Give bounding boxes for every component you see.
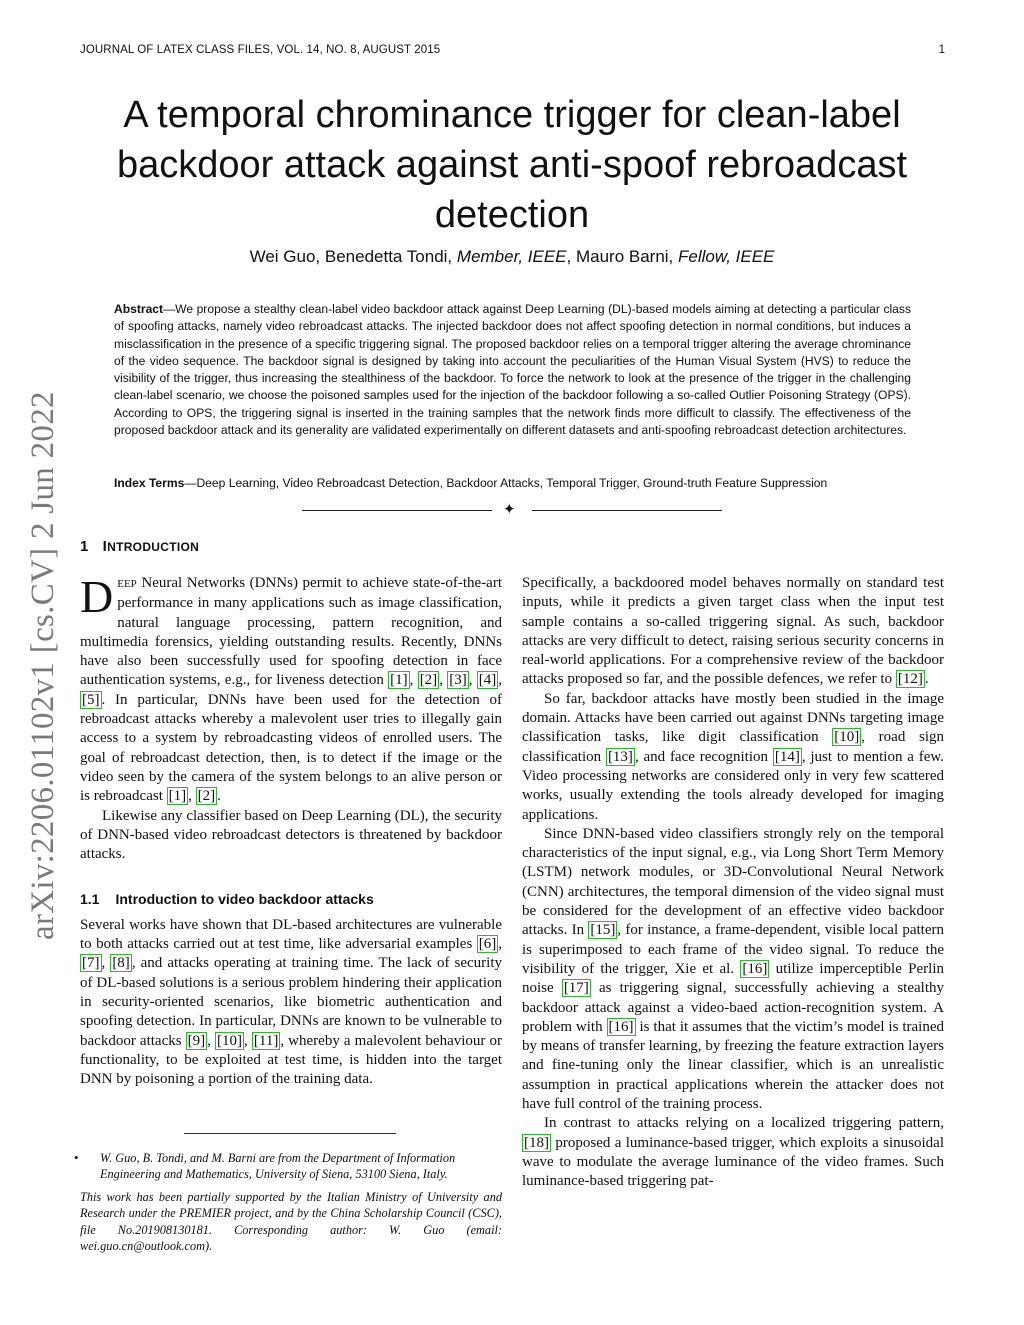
intro-paragraph-1: DEEP Neural Networks (DNNs) permit to achieve state-of-the-art performance in many applications such as image classification, natural language processing, pattern recognition, and multimedia forensics, yielding outstanding results. Recently, DNNs have also been successfully used for spoofing detection in face authentication systems, e.g., for liveness detection [1] , [2] , [3] , [4] , [5] . In particular, DNNs have been used for the detection of rebroadcast attacks whereby a malevolent user tries to illegally gain access to a system by rebroadcasting videos of enrolled users. The goal of rebroadcast detection, then, is to detect if the image or the video seen by the camera of the system belongs to an alive person or is rebroadcast [1] , [2] . (80, 571, 503, 805)
text-span: Specifically, a backdoored model behaves normally on standard test inputs, while it predicts a given target class when the input test sample contains a so-called triggering signal. As such, backdoor attacks are very difficult to detect, raising serious security concerns in real-world applications. For a comprehensive review of the backdoor attacks proposed so far, and the possible defences, we refer to (522, 575, 944, 688)
citation-link[interactable]: [10] (834, 729, 860, 746)
citation-link[interactable]: [4] (478, 672, 497, 689)
abstract-label: Abstract (114, 302, 164, 316)
arxiv-stamp: arXiv:2206.01102v1 [cs.CV] 2 Jun 2022 (25, 391, 61, 940)
subsection-number: 1.1 (80, 891, 100, 908)
footnote-bullet-icon: • (74, 1150, 79, 1165)
text-span: , whereby a malevolent behaviour or functionality, to be exploited at test time, is hidden into the target DNN by poisoning a portion of the training data. (80, 1032, 503, 1088)
text-span: In contrast to attacks relying on a localized triggering pattern, (544, 1115, 944, 1132)
text-span: Several works have shown that DL-based architectures are vulnerable to both attacks carried out at test time, like adversarial examples (80, 916, 502, 953)
left-column (80, 571, 503, 1089)
text-span: , and attacks operating at training time. The lack of security of DL-based solutions is a serious problem hindering their application in security-oriented scenarios, like biometric authentication and spoofing detection. In particular, DNNs are known to be vulnerable to backdoor attacks (80, 955, 502, 1049)
right-paragraph-1 (522, 574, 944, 690)
index-terms-text: —Deep Learning, Video Rebroadcast Detection, Backdoor Attacks, Temporal Trigger, Ground-truth Feature Suppression (184, 476, 828, 490)
author-names-a: Wei Guo, Benedetta Tondi, (249, 247, 453, 266)
citation-link[interactable]: [16] (608, 1018, 634, 1035)
subsection-heading (80, 890, 502, 909)
citation-link[interactable]: [1] (168, 788, 187, 805)
right-paragraph-2 (522, 690, 944, 825)
section-title-rest: NTRODUCTION (107, 540, 200, 554)
text-span: , road sign classification (522, 729, 944, 765)
footnote-affiliation (74, 1150, 502, 1183)
citation-link[interactable]: [2] (197, 788, 216, 805)
text-span: So far, backdoor attacks have mostly been studied in the image domain. Attacks have been carried out against DNNs targeting image classification tasks, like digit classification (522, 690, 944, 746)
right-paragraph-3 (522, 825, 944, 1114)
text-span: proposed a luminance-based trigger, which exploits a sinusoidal wave to modulate the average luminance of the video frames. Such luminance-based triggering pat- (522, 1134, 944, 1190)
citation-link[interactable]: [7] (82, 955, 100, 972)
separator-rule-right (532, 510, 722, 511)
text-span: , for instance, a frame-dependent, visible local pattern is superimposed to each frame of the video signal. To reduce the visibility of the trigger, Xie et al. (522, 922, 944, 977)
running-head: JOURNAL OF LATEX CLASS FILES, VOL. 14, NO. 8, AUGUST 2015 (80, 44, 441, 56)
text-span: . (217, 788, 221, 805)
dropcap: D (80, 571, 114, 622)
section-heading-introduction (80, 538, 199, 555)
citation-link[interactable]: [8] (112, 955, 130, 972)
citation-link[interactable]: [11] (253, 1032, 279, 1049)
citation-link[interactable]: [16] (742, 960, 768, 977)
text-span: . In particular, DNNs have been used for the detection of rebroadcast attacks whereby a malevolent user tries to illegally gain access to a system by rebroadcasting videos of enrolled users. The goal of rebroadcast detection, then, is to detect if the image or the video seen by the camera of the system belongs to an alive person or is rebroadcast (80, 691, 502, 805)
citation-link[interactable]: [10] (217, 1032, 243, 1049)
subsection-title: Introduction to video backdoor attacks (115, 891, 374, 908)
abstract-text: —We propose a stealthy clean-label video backdoor attack against Deep Learning (DL)-based models aiming at detecting a particular class of spoofing attacks, namely video rebroadcast attacks. The injected backdoor does not affect spoofing detection in normal conditions, but induces a misclassification in the presence of a specific triggering signal. The proposed backdoor relies on a temporal trigger altering the average chrominance of the video sequence. The backdoor signal is designed by taking into account the peculiarities of the Human Visual System (HVS) to reduce the visibility of the trigger, thus increasing the stealthiness of the backdoor. To force the network to look at the presence of the trigger in the challenging clean-label scenario, we choose the poisoned samples used for the injection of the backdoor following a so-called Outlier Poisoning Strategy (OPS). According to OPS, the triggering signal is inserted in the training samples that the network finds more difficult to classify. The effectiveness of the proposed backdoor attack and its generality are validated experimentally on different datasets and anti-spoofing rebroadcast detection architectures. (114, 302, 911, 438)
citation-link[interactable]: [13] (607, 748, 633, 765)
citation-link[interactable]: [18] (524, 1134, 549, 1151)
abstract (114, 301, 911, 439)
text-span: . (924, 671, 929, 688)
citation-link[interactable]: [12] (897, 671, 923, 688)
index-terms-label: Index Terms (114, 476, 185, 490)
dropcap-smallcaps: EEP (117, 578, 137, 590)
text-span: is that it assumes that the victim’s model is trained by means of transfer learning, by freezing the feature extraction layers and fine-tuning only the linear classifier, which is an unrealistic assumption in practical applications wherein the attacker does not have full control of the training process. (522, 1018, 945, 1113)
subsection-paragraph-1: Several works have shown that DL-based architectures are vulnerable to both attacks carried out at test time, like adversarial examples [6] , [7] , [8] , and attacks operating at training time. The lack of security of DL-based solutions is a serious problem hindering their application in security-oriented scenarios, like biometric authentication and spoofing detection. In particular, DNNs are known to be vulnerable to backdoor attacks [9] , [10] , [11] , whereby a malevolent behaviour or functionality, to be exploited at test time, is hidden into the target DNN by poisoning a portion of the training data. (80, 916, 503, 1088)
author-role-b: Fellow, IEEE (678, 247, 775, 266)
footnote-funding: This work has been partially supported by the Italian Ministry of University and Research under the PREMIER project, and by the China Scholarship Council (CSC), file No.201908130181. Corresponding author: W. Guo (email: wei.guo.cn@outlook.com). (80, 1190, 502, 1253)
citation-link[interactable]: [2] (419, 672, 438, 689)
text-span: Since DNN-based video classifiers strongly rely on the temporal characteristics of the input signal, e.g., via Long Short Term Memory (LSTM) network modules, or 3D-Convolutional Neural Network (CNN) architectures, the temporal dimension of the video signal must be considered for the development of an effective video backdoor attacks. In (522, 825, 944, 939)
citation-link[interactable]: [1] (390, 672, 408, 689)
index-terms (114, 475, 911, 492)
affiliation-text: W. Guo, B. Tondi, and M. Barni are from the Department of Information Engineering and Mathematics, University of Siena, 53100 Siena, Italy. (100, 1151, 456, 1182)
paper-title: A temporal chrominance trigger for clean-label backdoor attack against anti-spoof rebroadcast detection (116, 94, 908, 236)
author-role-a: Member, IEEE (456, 247, 567, 266)
right-paragraph-4 (522, 1114, 944, 1191)
citation-link[interactable]: [17] (563, 980, 589, 997)
text-span: Neural Networks (DNNs) permit to achieve state-of-the-art performance in many applications such as image classification, natural language processing, pattern recognition, and multimedia forensics, yielding outstanding results. Recently, DNNs have also been successfully used for spoofing detection in face authentication systems, e.g., for liveness detection (80, 575, 502, 689)
text-span: , and face recognition (634, 748, 773, 765)
citation-link[interactable]: [6] (478, 936, 497, 953)
right-column (522, 574, 944, 1192)
separator-diamond-icon: ✦ (503, 501, 516, 518)
citation-link[interactable]: [9] (187, 1032, 206, 1049)
author-names-b: , Mauro Barni, (566, 247, 674, 266)
text-span: , just to mention a few. Video processing networks are considered only in very few scattered works, usually extending the tools already developed for imaging applications. (522, 748, 944, 823)
section-title-initial: I (102, 538, 108, 555)
citation-link[interactable]: [3] (449, 672, 467, 689)
section-number: 1 (80, 538, 89, 555)
text-span: as triggering signal, successfully achieving a stealthy backdoor attack against a video-baed action-recognition system. A problem with (522, 980, 944, 1035)
citation-link[interactable]: [5] (82, 691, 100, 708)
footnote-rule (184, 1133, 396, 1134)
author-line (80, 247, 944, 267)
citation-link[interactable]: [14] (774, 748, 800, 765)
text-span: utilize imperceptible Perlin noise (522, 960, 944, 997)
citation-link[interactable]: [15] (590, 922, 616, 939)
page-number: 1 (938, 44, 945, 56)
separator-rule-left (302, 510, 492, 511)
intro-paragraph-2: Likewise any classifier based on Deep Learning (DL), the security of DNN-based video rebroadcast detectors is threatened by backdoor attacks. (80, 807, 502, 863)
